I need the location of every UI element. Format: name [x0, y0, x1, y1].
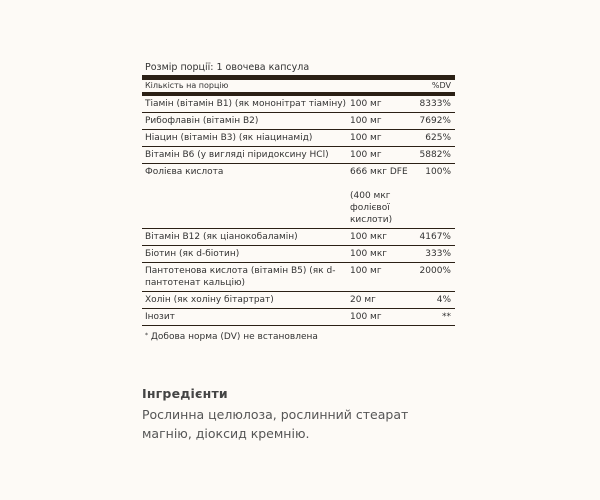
- nutrient-amount: 100 мг: [350, 312, 382, 322]
- nutrient-amount: 100 мкг: [350, 232, 387, 242]
- table-row: [142, 309, 455, 326]
- nutrient-name: Вітамін B6 (у вигляді піридоксину HCl): [145, 150, 329, 160]
- nutrient-dv: 333%: [425, 249, 451, 259]
- nutrient-amount: 100 мг: [350, 99, 382, 109]
- nutrient-name: Тіамін (вітамін B1) (як мононітрат тіаміну): [145, 99, 347, 109]
- nutrient-dv: 100%: [425, 167, 451, 177]
- nutrient-name: Фолієва кислота: [145, 167, 224, 177]
- footnote-mark: *: [145, 332, 148, 339]
- nutrient-dv: 4167%: [419, 232, 451, 242]
- ingredients-title: Інгредієнти: [142, 386, 228, 401]
- serving-size: Розмір порції: 1 овочева капсула: [145, 62, 310, 73]
- nutrient-table: [142, 96, 455, 326]
- nutrient-name: Рибофлавін (вітамін B2): [145, 116, 259, 126]
- nutrient-dv: **: [442, 312, 451, 322]
- nutrient-name: Біотин (як d-біотин): [145, 249, 240, 259]
- table-row: [142, 113, 455, 130]
- nutrient-amount: 100 мг: [350, 266, 382, 276]
- nutrient-dv: 2000%: [419, 266, 451, 276]
- table-row: [142, 263, 455, 292]
- nutrient-dv: 7692%: [419, 116, 451, 126]
- table-row: [142, 229, 455, 246]
- table-header: [142, 80, 455, 93]
- table-row: [142, 164, 455, 229]
- nutrient-amount: 100 мг: [350, 116, 382, 126]
- nutrient-name: Холін (як холіну бітартрат): [145, 295, 274, 305]
- dv-label: %DV: [431, 81, 451, 90]
- nutrient-amount: 100 мкг: [350, 249, 387, 259]
- nutrient-dv: 5882%: [419, 150, 451, 160]
- nutrient-name: Пантотенова кислота (вітамін B5) (як d-пантотенат кальцію): [145, 266, 336, 288]
- supplement-facts-panel: [142, 60, 455, 342]
- nutrient-amount: 20 мг: [350, 295, 376, 305]
- nutrient-dv: 4%: [436, 295, 451, 305]
- nutrient-dv: 8333%: [419, 99, 451, 109]
- nutrient-name: Інозит: [145, 312, 175, 322]
- nutrient-name: Вітамін B12 (як ціанокобаламін): [145, 232, 298, 242]
- amount-per-serving-label: Кількість на порцію: [145, 81, 229, 90]
- nutrient-amount: 100 мг: [350, 150, 382, 160]
- nutrient-name: Ніацин (вітамін B3) (як ніацинамід): [145, 133, 313, 143]
- footnote-text: Добова норма (DV) не встановлена: [150, 332, 318, 342]
- table-row: [142, 130, 455, 147]
- nutrient-amount: 666 мкг DFE (400 мкг фолієвої кислоти): [350, 167, 408, 225]
- table-row: [142, 96, 455, 113]
- nutrient-dv: 625%: [425, 133, 451, 143]
- footnote: [142, 332, 455, 342]
- table-row: [142, 292, 455, 309]
- table-row: [142, 246, 455, 263]
- ingredients-text: Рослинна целюлоза, рослинний стеарат магнію, діоксид кремнію.: [142, 407, 409, 441]
- nutrient-amount: 100 мг: [350, 133, 382, 143]
- table-row: [142, 147, 455, 164]
